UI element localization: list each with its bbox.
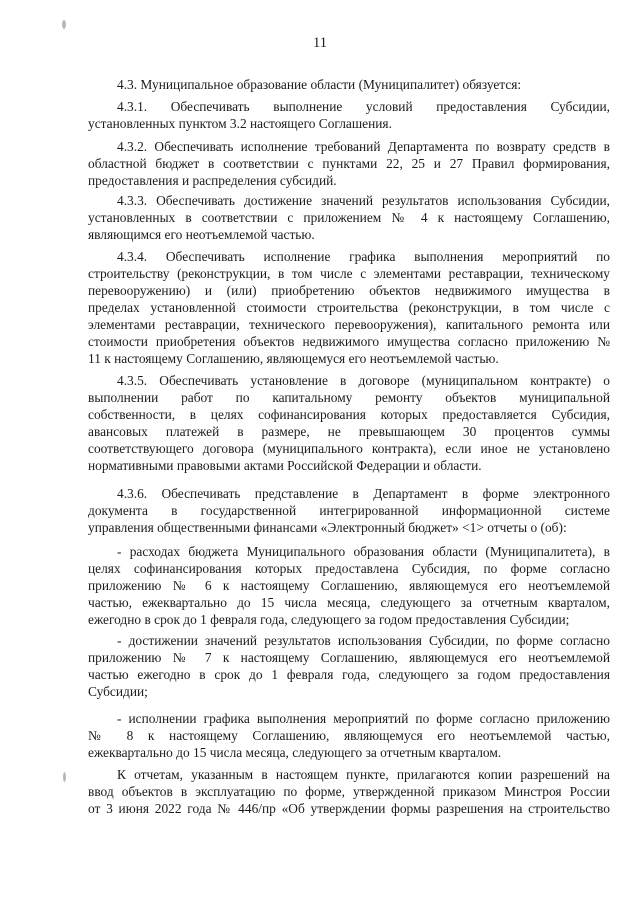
- page-number: 11: [313, 35, 327, 51]
- text-line: Субсидии;: [88, 684, 148, 699]
- text-line: установленных пунктом 3.2 настоящего Соглашения.: [88, 116, 392, 131]
- paragraph-attachments: [88, 766, 610, 817]
- text-line: - достижении значений результатов использования Субсидии, по форме согласно: [117, 633, 610, 648]
- text-line: 4.3. Муниципальное образование области (Муниципалитет) обязуется:: [117, 77, 522, 92]
- text-line: 4.3.2. Обеспечивать исполнение требований Департамента по возврату средств в: [117, 139, 610, 154]
- bullet-results-report: [88, 632, 610, 700]
- text-line: частью, ежеквартально до 15 числа месяца, следующего за отчетным кварталом,: [88, 595, 610, 610]
- text-line: К отчетам, указанным в настоящем пункте, прилагаются копии разрешений на: [117, 767, 610, 782]
- text-line: 4.3.1. Обеспечивать выполнение условий предоставления Субсидии,: [117, 99, 610, 114]
- text-line: 4.3.5. Обеспечивать установление в договоре (муниципальном контракте) о: [117, 373, 610, 388]
- text-line: выполнении работ по капитальному ремонту объектов муниципальной: [88, 390, 610, 405]
- text-line: элементами реставрации, технического перевооружения), капитального ремонта или: [88, 317, 610, 332]
- paragraph-4-3-5: [88, 372, 610, 474]
- text-line: управления общественными финансами «Электронный бюджет» <1> отчеты о (об):: [88, 520, 567, 535]
- bullet-schedule-report: [88, 710, 610, 761]
- text-line: 11 к настоящему Соглашению, являющемуся его неотъемлемой частью.: [88, 351, 499, 366]
- text-line: - исполнении графика выполнения мероприятий по форме согласно приложению: [117, 711, 610, 726]
- text-line: ввод объектов в эксплуатацию по форме, утвержденной приказом Минстроя России: [88, 784, 610, 799]
- text-line: областной бюджет в соответствии с пунктами 22, 25 и 27 Правил формирования,: [88, 156, 610, 171]
- text-line: 4.3.3. Обеспечивать достижение значений результатов использования Субсидии,: [117, 193, 610, 208]
- text-line: целях софинансирования которых предоставлена Субсидия, по форме согласно: [88, 561, 610, 576]
- bullet-expenses-report: [88, 543, 610, 628]
- text-line: авансовых платежей в размере, не превышающем 30 процентов суммы: [88, 424, 610, 439]
- text-line: предоставления и распределения субсидий.: [88, 173, 337, 188]
- text-line: № 8 к настоящему Соглашению, являющемуся его неотъемлемой частью,: [88, 728, 610, 743]
- text-line: установленных в соответствии с приложением № 4 к настоящему Соглашению,: [88, 210, 610, 225]
- text-line: ежегодно в срок до 1 февраля года, следующего за годом предоставления Субсидии;: [88, 612, 570, 627]
- text-line: частью ежегодно в срок до 1 февраля года, следующего за годом предоставления: [88, 667, 610, 682]
- paragraph-4-3-3: [88, 192, 610, 243]
- text-line: 4.3.6. Обеспечивать представление в Департамент в форме электронного: [117, 486, 610, 501]
- text-line: пределах установленной стоимости строительства (реконструкции, в том числе с: [88, 300, 610, 315]
- text-line: перевооружению) и (или) приобретению объектов недвижимого имущества в: [88, 283, 610, 298]
- text-line: ежеквартально до 15 числа месяца, следующего за отчетным кварталом.: [88, 745, 502, 760]
- text-line: собственности, в целях софинансирования которых предоставляется Субсидия,: [88, 407, 610, 422]
- scan-artifact: [63, 772, 66, 782]
- text-line: приложению № 6 к настоящему Соглашению, являющемуся его неотъемлемой: [88, 578, 610, 593]
- text-line: стоимости приобретения объектов недвижимого имущества согласно приложению №: [88, 334, 610, 349]
- text-line: приложению № 7 к настоящему Соглашению, являющемуся его неотъемлемой: [88, 650, 610, 665]
- text-line: - расходах бюджета Муниципального образования области (Муниципалитета), в: [117, 544, 610, 559]
- text-line: нормативными правовыми актами Российской Федерации и области.: [88, 458, 482, 473]
- text-line: документа в государственной интегрированной информационной системе: [88, 503, 610, 518]
- text-line: от 3 июня 2022 года № 446/пр «Об утверждении формы разрешения на строительство: [88, 801, 610, 816]
- paragraph-4-3-1: [88, 98, 610, 132]
- scan-artifact: [62, 20, 66, 29]
- paragraph-4-3: [88, 76, 610, 93]
- text-line: соответствующего договора (муниципального контракта), если иное не установлено: [88, 441, 610, 456]
- text-line: строительству (реконструкции, в том числе с элементами реставрации, техническому: [88, 266, 610, 281]
- paragraph-4-3-4: [88, 248, 610, 367]
- paragraph-4-3-6: [88, 485, 610, 536]
- text-line: 4.3.4. Обеспечивать исполнение графика выполнения мероприятий по: [117, 249, 610, 264]
- text-line: являющимся его неотъемлемой частью.: [88, 227, 315, 242]
- paragraph-4-3-2: [88, 138, 610, 189]
